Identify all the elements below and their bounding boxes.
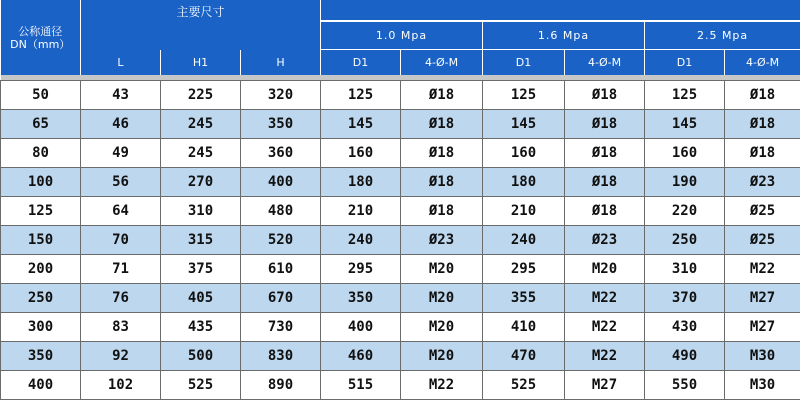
table-cell: 150: [1, 226, 81, 255]
table-cell: 180: [483, 168, 565, 197]
table-cell: 245: [161, 110, 241, 139]
table-cell: 400: [1, 371, 81, 400]
table-cell: 515: [321, 371, 401, 400]
pressure-header-3: 2.5 Mpa: [645, 21, 800, 50]
table-cell: 220: [645, 197, 725, 226]
table-cell: M22: [565, 313, 645, 342]
table-cell: 160: [321, 139, 401, 168]
table-cell: 890: [241, 371, 321, 400]
col-header-d1: D1: [483, 50, 565, 76]
table-cell: M20: [401, 342, 483, 371]
table-cell: 50: [1, 81, 81, 110]
table-cell: 100: [1, 168, 81, 197]
table-cell: 405: [161, 284, 241, 313]
table-cell: Ø25: [725, 197, 800, 226]
table-cell: 125: [483, 81, 565, 110]
table-cell: M27: [725, 313, 800, 342]
table-cell: Ø18: [401, 197, 483, 226]
table-cell: 250: [1, 284, 81, 313]
table-cell: 65: [1, 110, 81, 139]
table-cell: 80: [1, 139, 81, 168]
table-cell: 270: [161, 168, 241, 197]
table-cell: M27: [565, 371, 645, 400]
table-cell: 550: [645, 371, 725, 400]
table-row: [1, 139, 800, 168]
table-cell: 145: [645, 110, 725, 139]
main-dims-header: 主要尺寸: [81, 0, 321, 50]
table-cell: 410: [483, 313, 565, 342]
table-row: [1, 371, 800, 400]
table-cell: 190: [645, 168, 725, 197]
table-cell: 370: [645, 284, 725, 313]
table-cell: 295: [321, 255, 401, 284]
table-row: [1, 226, 800, 255]
table-cell: M20: [401, 313, 483, 342]
table-cell: 500: [161, 342, 241, 371]
table-cell: 610: [241, 255, 321, 284]
table-cell: 470: [483, 342, 565, 371]
table-cell: 225: [161, 81, 241, 110]
table-row: [1, 197, 800, 226]
table-cell: 730: [241, 313, 321, 342]
table-cell: M22: [565, 342, 645, 371]
table-cell: 310: [645, 255, 725, 284]
table-cell: 102: [81, 371, 161, 400]
table-cell: 350: [321, 284, 401, 313]
table-cell: Ø23: [401, 226, 483, 255]
table-cell: 70: [81, 226, 161, 255]
table-cell: 430: [645, 313, 725, 342]
table-cell: 295: [483, 255, 565, 284]
col-header-l: L: [81, 50, 161, 76]
table-cell: 480: [241, 197, 321, 226]
table-cell: Ø18: [401, 139, 483, 168]
dn-header: [1, 0, 81, 75]
table-cell: 350: [241, 110, 321, 139]
table-cell: M22: [401, 371, 483, 400]
table-row: [1, 284, 800, 313]
table-cell: 350: [1, 342, 81, 371]
col-header-d1: D1: [645, 50, 725, 76]
col-header-h: H: [241, 50, 321, 76]
table-row: [1, 81, 800, 110]
table-cell: 525: [161, 371, 241, 400]
table-cell: M22: [565, 284, 645, 313]
table-cell: Ø18: [565, 197, 645, 226]
table-cell: Ø18: [565, 139, 645, 168]
table-cell: 210: [321, 197, 401, 226]
table-cell: 64: [81, 197, 161, 226]
table-cell: 250: [645, 226, 725, 255]
table-cell: 460: [321, 342, 401, 371]
col-header-d1: D1: [321, 50, 401, 76]
table-cell: M20: [401, 255, 483, 284]
table-cell: 145: [321, 110, 401, 139]
table-cell: 360: [241, 139, 321, 168]
col-header-bolts: 4-Ø-M: [725, 50, 800, 76]
table-cell: M30: [725, 342, 800, 371]
table-cell: 180: [321, 168, 401, 197]
table-cell: 160: [483, 139, 565, 168]
table-cell: Ø23: [565, 226, 645, 255]
table-cell: Ø18: [401, 81, 483, 110]
table-row: [1, 168, 800, 197]
table-cell: Ø18: [725, 110, 800, 139]
table-cell: M22: [725, 255, 800, 284]
table-cell: M30: [725, 371, 800, 400]
table-cell: 145: [483, 110, 565, 139]
table-cell: 49: [81, 139, 161, 168]
table-cell: Ø23: [725, 168, 800, 197]
table-cell: 400: [321, 313, 401, 342]
table-cell: 310: [161, 197, 241, 226]
dn-label-line1: 公称通径: [18, 24, 63, 38]
col-header-h1: H1: [161, 50, 241, 76]
table-cell: 520: [241, 226, 321, 255]
table-cell: 320: [241, 81, 321, 110]
table-cell: 375: [161, 255, 241, 284]
table-row: [1, 342, 800, 371]
table-cell: 71: [81, 255, 161, 284]
table-cell: 125: [1, 197, 81, 226]
table-cell: 125: [321, 81, 401, 110]
table-cell: 240: [321, 226, 401, 255]
table-header: [1, 0, 800, 75]
table-cell: Ø18: [565, 168, 645, 197]
table-cell: 200: [1, 255, 81, 284]
table-cell: M20: [565, 255, 645, 284]
table-cell: Ø18: [725, 139, 800, 168]
col-header-bolts: 4-Ø-M: [401, 50, 483, 76]
table-cell: 830: [241, 342, 321, 371]
table-cell: 245: [161, 139, 241, 168]
table-cell: 300: [1, 313, 81, 342]
table-cell: 43: [81, 81, 161, 110]
table-cell: Ø25: [725, 226, 800, 255]
table-cell: Ø18: [565, 110, 645, 139]
table-cell: 400: [241, 168, 321, 197]
table-cell: 490: [645, 342, 725, 371]
table-cell: 56: [81, 168, 161, 197]
col-header-bolts: 4-Ø-M: [565, 50, 645, 76]
table-cell: Ø18: [725, 81, 800, 110]
table-cell: Ø18: [401, 110, 483, 139]
table-cell: Ø18: [565, 81, 645, 110]
table-cell: 92: [81, 342, 161, 371]
table-row: [1, 313, 800, 342]
table-cell: 525: [483, 371, 565, 400]
table-cell: 315: [161, 226, 241, 255]
pressure-header-1: 1.0 Mpa: [321, 21, 483, 50]
pressure-header-2: 1.6 Mpa: [483, 21, 645, 50]
table-cell: 435: [161, 313, 241, 342]
table-cell: 160: [645, 139, 725, 168]
table-cell: M20: [401, 284, 483, 313]
table-cell: Ø18: [401, 168, 483, 197]
table-body: [1, 81, 800, 400]
table-cell: 46: [81, 110, 161, 139]
table-cell: M27: [725, 284, 800, 313]
table-cell: 83: [81, 313, 161, 342]
table-cell: 76: [81, 284, 161, 313]
table-cell: 670: [241, 284, 321, 313]
table-cell: 125: [645, 81, 725, 110]
dn-label-line2: DN（mm）: [10, 37, 71, 51]
table-row: [1, 255, 800, 284]
table-row: [1, 110, 800, 139]
table-cell: 210: [483, 197, 565, 226]
pressure-group-header: [321, 0, 800, 21]
table-cell: 240: [483, 226, 565, 255]
table-cell: 355: [483, 284, 565, 313]
